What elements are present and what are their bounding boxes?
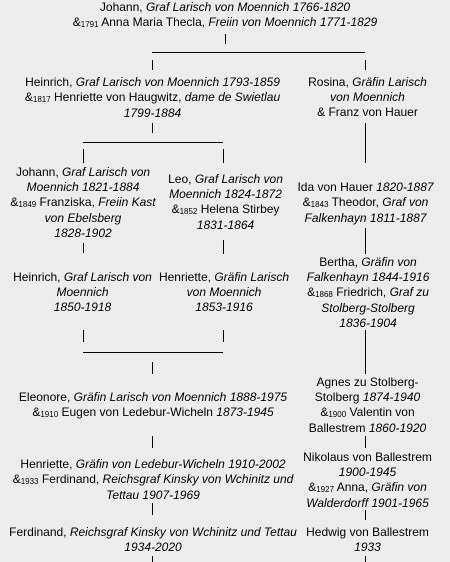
connector bbox=[223, 330, 224, 342]
connector bbox=[152, 503, 153, 515]
connector bbox=[152, 52, 365, 53]
person-ida: Ida von Hauer 1820-1887 &$^{1843}$ Theodor, Graf von Falkenhayn 1811-1887 bbox=[297, 180, 434, 225]
connector bbox=[365, 123, 366, 163]
connector bbox=[83, 149, 84, 163]
person-johann-2: Johann, Graf Larisch von Moennich 1821-1884 &$^{1849}$ Franziska, Freiin Kast von Ebelsberg 1828-1902 bbox=[10, 165, 156, 240]
person-henriette-1: Henriette, Gräfin Larisch von Moennich 1853-1916 bbox=[158, 270, 290, 314]
connector bbox=[83, 243, 84, 253]
connector bbox=[152, 436, 153, 448]
person-hedwig: Hedwig von Ballestrem 1933 bbox=[306, 525, 429, 554]
person-bertha: Bertha, Gräfin von Falkenhayn 1844-1916 &$^{1868}$ Friedrich, Graf zu Stolberg-Stolberg 1836-1904 bbox=[306, 255, 430, 330]
person-nikolaus: Nikolaus von Ballestrem 1900-1945 &$^{1927}$ Anna, Gräfin von Walderdorff 1901-1965 bbox=[303, 450, 432, 510]
person-eleonore: Eleonore, Gräfin Larisch von Moennich 1888-1975 &$^{1910}$ Eugen von Ledebur-Wicheln 1873-1945 bbox=[18, 390, 288, 419]
connector bbox=[152, 556, 153, 562]
connector bbox=[223, 240, 224, 254]
connector bbox=[152, 60, 153, 70]
connector bbox=[152, 123, 153, 133]
person-heinrich-3: Heinrich, Graf Larisch von Moennich 1850-1918 bbox=[13, 270, 152, 314]
connector bbox=[365, 60, 366, 70]
connector bbox=[83, 142, 223, 143]
person-johann-graf: Johann, Graf Larisch von Moennich 1766-1820 &$^{1791}$ Anna Maria Thecla, Freiin von Moennich 1771-1829 bbox=[72, 0, 378, 29]
connector bbox=[83, 330, 84, 342]
person-rosina: Rosina, Gräfin Larisch von Moennich & Franz von Hauer bbox=[308, 75, 427, 119]
connector bbox=[83, 352, 223, 353]
person-ferdinand: Ferdinand, Reichsgraf Kinsky von Wchinitz und Tettau 1934-2020 bbox=[9, 525, 297, 554]
connector bbox=[152, 362, 153, 374]
connector bbox=[225, 34, 226, 44]
person-henriette-2: Henriette, Gräfin von Ledebur-Wicheln 1910-2002 &$^{1933}$ Ferdinand, Reichsgraf Kinsky von Wchinitz und Tettau 1907-1969 bbox=[12, 457, 294, 502]
connector bbox=[365, 510, 366, 520]
connector bbox=[365, 330, 366, 374]
person-leo: Leo, Graf Larisch von Moennich 1824-1872 &$^{1852}$ Helena Stirbey 1831-1864 bbox=[168, 172, 283, 232]
connector bbox=[365, 436, 366, 448]
connector bbox=[365, 556, 366, 562]
person-agnes: Agnes zu Stolberg-Stolberg 1874-1940 &$^{1900}$ Valentin von Ballestrem 1860-1920 bbox=[308, 375, 427, 435]
person-heinrich-graf: Heinrich, Graf Larisch von Moennich 1793-1859 &$^{1817}$ Henriette von Haugwitz, dame de Swietlau 1799-1884 bbox=[24, 75, 281, 120]
connector bbox=[365, 228, 366, 254]
connector bbox=[223, 149, 224, 163]
